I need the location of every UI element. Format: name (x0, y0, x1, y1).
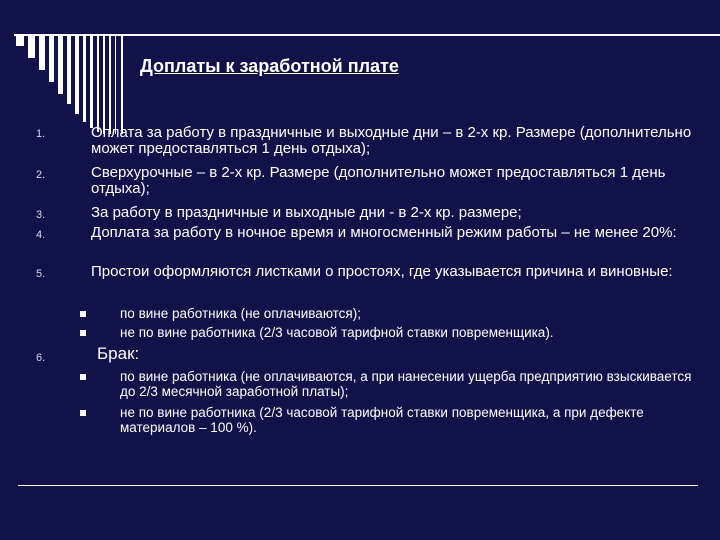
list-number: 2. (36, 169, 46, 181)
list-number: 1. (36, 128, 46, 140)
sub-item-text: по вине работника (не оплачиваются, а при нанесении ущерба предприятию взыскивается до 2/3 месячной заработной платы); (120, 369, 692, 399)
list-item-text: Доплата за работу в ночное время и многосменный режим работы – не менее 20%: (91, 224, 677, 241)
list-item-text: Сверхурочные – в 2-х кр. Размере (дополнительно может предоставляться 1 день отдыха); (91, 164, 666, 197)
square-bullet-icon (80, 330, 86, 336)
list-item-text: Простои оформляются листками о простоях, где указывается причина и виновные: (91, 263, 673, 280)
bottom-divider-line (18, 485, 698, 486)
top-divider-line (14, 34, 720, 36)
list-item-text: Оплата за работу в праздничные и выходные дни – в 2-х кр. Размере (дополнительно может предоставляться 1 день отдыха); (91, 124, 692, 157)
list-item-text: За работу в праздничные и выходные дни - в 2-х кр. размере; (91, 204, 522, 221)
square-bullet-icon (80, 311, 86, 317)
list-number: 4. (36, 229, 46, 241)
list-item-text: Брак: (97, 344, 140, 363)
sub-item-text: не по вине работника (2/3 часовой тарифной ставки повременщика, а при дефекте материалов – 100 %). (120, 405, 644, 435)
slide-title: Доплаты к заработной плате (140, 56, 399, 76)
square-bullet-icon (80, 410, 86, 416)
sub-item-text: по вине работника (не оплачиваются); (120, 306, 361, 321)
vertical-divider-line (121, 34, 123, 134)
list-number: 5. (36, 268, 46, 280)
square-bullet-icon (80, 374, 86, 380)
list-number: 6. (36, 352, 46, 364)
sub-item-text: не по вине работника (2/3 часовой тарифной ставки повременщика). (120, 325, 554, 340)
list-number: 3. (36, 209, 46, 221)
